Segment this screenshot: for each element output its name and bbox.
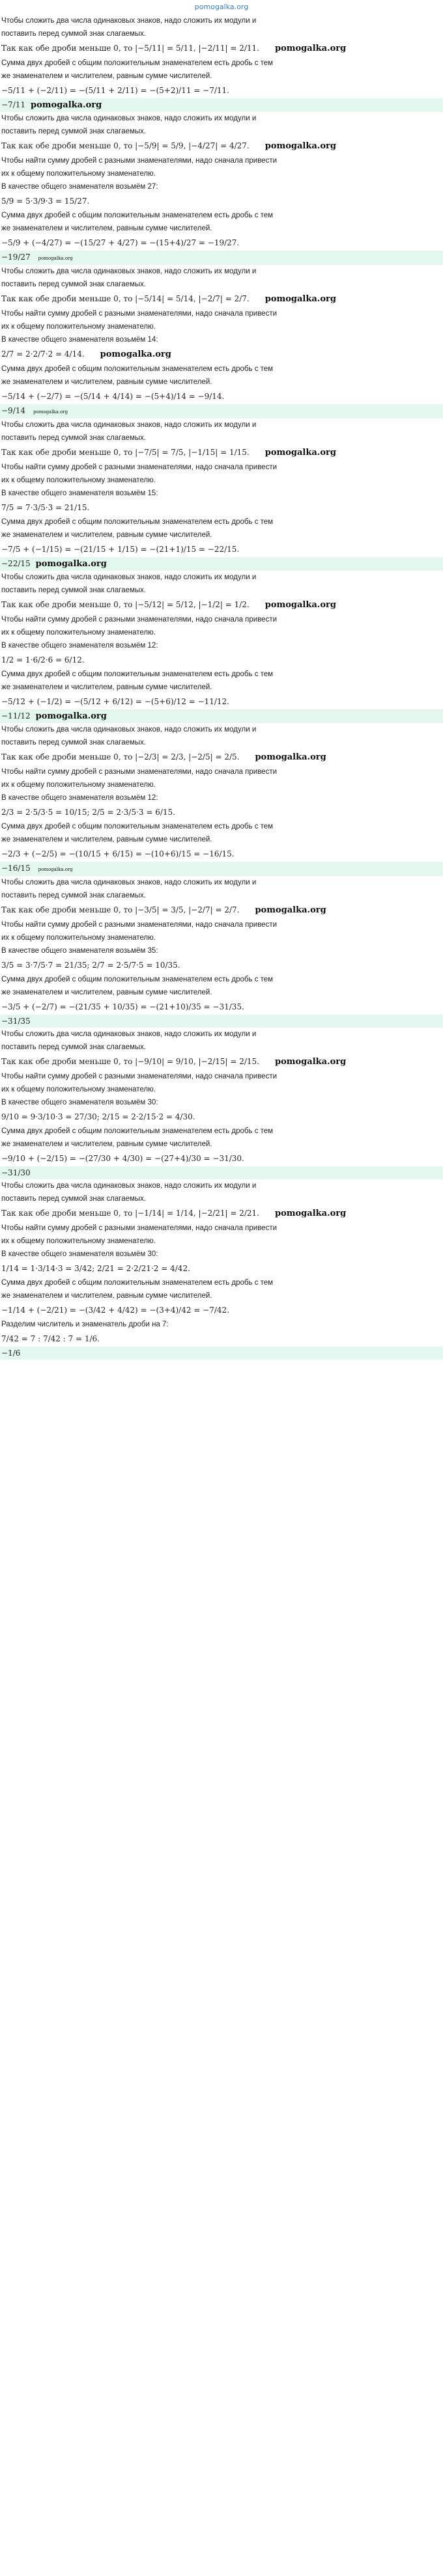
answer-box: −16/15 pomogalka.org [0, 862, 443, 876]
common-denominator: В качестве общего знаменателя возьмём 35: [1, 947, 158, 955]
rule-diff-denom: Чтобы найти сумму дробей с разными знаменателями, надо сначала привести [1, 1073, 278, 1080]
solution-block-6 [1, 723, 442, 876]
sum-equation: −9/10 + (−2/15) = −(27/30 + 4/30) = −(27+4)/30 = −31/30. [1, 1154, 244, 1163]
rule-same-denom-2: же знаменателем и числителем, равным сумме числителей. [1, 989, 212, 996]
answer-box: −11/12 pomogalka.org [0, 709, 443, 723]
rule-diff-denom-2: их к общему положительному знаменателю. [1, 1237, 156, 1245]
rule-same-denom: Сумма двух дробей с общим положительным знаменателем есть дробь с тем [1, 670, 274, 678]
solution-block-8 [1, 1028, 442, 1179]
answer-value: −16/15 [1, 864, 31, 873]
final-answer-box [0, 1347, 443, 1360]
common-denominator: В качестве общего знаменателя возьмём 12: [1, 642, 158, 650]
solution-block-1 [1, 14, 442, 112]
common-denominator: В качестве общего знаменателя возьмём 14: [1, 336, 158, 344]
abs-values: Так как обе дроби меньше 0, то |−5/11| = 5/11, |−2/11| = 2/11. pomogalka.org [1, 44, 347, 53]
abs-values: Так как обе дроби меньше 0, то |−7/5| = 7/5, |−1/15| = 1/15. pomogalka.org [1, 448, 336, 458]
common-denominator: В качестве общего знаменателя возьмём 15: [1, 489, 158, 497]
rule-same-sign: Чтобы сложить два числа одинаковых знаков, надо сложить их модули и [1, 1030, 257, 1038]
rule-same-denom: Сумма двух дробей с общим положительным знаменателем есть дробь с тем [1, 1279, 274, 1287]
abs-values: Так как обе дроби меньше 0, то |−5/9| = 5/9, |−4/27| = 4/27. pomogalka.org [1, 141, 336, 151]
rule-same-sign: Чтобы сложить два числа одинаковых знаков, надо сложить их модули и [1, 267, 257, 275]
answer-value: −9/14 [1, 406, 26, 415]
answer-value: −11/12 [1, 711, 31, 720]
rule-same-denom-2: же знаменателем и числителем, равным сумме числителей. [1, 1292, 212, 1300]
rule-same-sign-2: поставить перед суммой знак слагаемых. [1, 1195, 147, 1203]
abs-values: Так как обе дроби меньше 0, то |−2/3| = 2/3, |−2/5| = 2/5. pomogalka.org [1, 752, 326, 762]
rule-same-sign: Чтобы сложить два числа одинаковых знаков, надо сложить их модули и [1, 115, 257, 122]
answer-value: −7/11 [1, 100, 26, 109]
solution-block-5 [1, 571, 442, 723]
rule-same-sign: Чтобы сложить два числа одинаковых знаков, надо сложить их модули и [1, 573, 257, 581]
sum-equation: −2/3 + (−2/5) = −(10/15 + 6/15) = −(10+6)/15 = −16/15. [1, 849, 235, 858]
rule-diff-denom-2: их к общему положительному знаменателю. [1, 781, 156, 789]
common-denominator: В качестве общего знаменателя возьмём 30: [1, 1250, 158, 1258]
answer-box [0, 1166, 443, 1179]
sum-equation: −5/9 + (−4/27) = −(15/27 + 4/27) = −(15+4)/27 = −19/27. [1, 238, 240, 247]
convert-fraction: 7/5 = 7·3/5·3 = 21/15. [1, 503, 90, 512]
rule-diff-denom: Чтобы найти сумму дробей с разными знаменателями, надо сначала привести [1, 463, 278, 471]
rule-diff-denom: Чтобы найти сумму дробей с разными знаменателями, надо сначала привести [1, 616, 278, 623]
rule-diff-denom-2: их к общему положительному знаменателю. [1, 323, 156, 331]
rule-same-sign-2: поставить перед суммой знак слагаемых. [1, 281, 147, 288]
answer-box: −22/15 pomogalka.org [0, 557, 443, 571]
rule-diff-denom: Чтобы найти сумму дробей с разными знаменателями, надо сначала привести [1, 157, 278, 165]
rule-diff-denom: Чтобы найти сумму дробей с разными знаменателями, надо сначала привести [1, 310, 278, 318]
abs-values: Так как обе дроби меньше 0, то |−3/5| = 3/5, |−2/7| = 2/7. pomogalka.org [1, 905, 326, 915]
rule-diff-denom-2: их к общему положительному знаменателю. [1, 934, 156, 942]
solution-block-3 [1, 265, 442, 418]
convert-fraction: 5/9 = 5·3/9·3 = 15/27. [1, 197, 90, 206]
rule-diff-denom: Чтобы найти сумму дробей с разными знаменателями, надо сначала привести [1, 1224, 278, 1232]
common-denominator: В качестве общего знаменателя возьмём 12: [1, 794, 158, 802]
rule-diff-denom-2: их к общему положительному знаменателю. [1, 1086, 156, 1093]
reduce-equation: 7/42 = 7 : 7/42 : 7 = 1/6. [1, 1334, 100, 1343]
answer-value: −22/15 [1, 559, 31, 568]
convert-fraction: 2/3 = 2·5/3·5 = 10/15; 2/5 = 2·3/5·3 = 6/15. [1, 808, 175, 817]
rule-same-denom-2: же знаменателем и числителем, равным сумме числителей. [1, 836, 212, 843]
rule-same-sign-2: поставить перед суммой знак слагаемых. [1, 30, 147, 38]
rule-same-sign-2: поставить перед суммой знак слагаемых. [1, 1043, 147, 1051]
rule-same-denom-2: же знаменателем и числителем, равным сумме числителей. [1, 683, 212, 691]
convert-fraction: 3/5 = 3·7/5·7 = 21/35; 2/7 = 2·5/7·5 = 10/35. [1, 961, 180, 970]
abs-values: Так как обе дроби меньше 0, то |−5/14| = 5/14, |−2/7| = 2/7. pomogalka.org [1, 294, 336, 304]
sum-equation: −3/5 + (−2/7) = −(21/35 + 10/35) = −(21+10)/35 = −31/35. [1, 1002, 244, 1011]
common-denominator: В качестве общего знаменателя возьмём 27: [1, 183, 158, 191]
solution-block-2 [1, 112, 442, 265]
convert-fraction: 2/7 = 2·2/7·2 = 4/14. pomogalka.org [1, 349, 171, 359]
rule-same-sign: Чтобы сложить два числа одинаковых знаков, надо сложить их модули и [1, 17, 257, 25]
solution-block-4 [1, 418, 442, 571]
convert-fraction: 1/2 = 1·6/2·6 = 6/12. [1, 655, 85, 665]
rule-same-sign: Чтобы сложить два числа одинаковых знаков, надо сложить их модули и [1, 879, 257, 886]
sum-equation: −7/5 + (−1/15) = −(21/15 + 1/15) = −(21+1)/15 = −22/15. [1, 545, 240, 554]
convert-fraction: 1/14 = 1·3/14·3 = 3/42; 2/21 = 2·2/21·2 = 4/42. [1, 1264, 190, 1273]
rule-same-denom-2: же знаменателем и числителем, равным сумме числителей. [1, 531, 212, 539]
sum-equation: −1/14 + (−2/21) = −(3/42 + 4/42) = −(3+4)/42 = −7/42. [1, 1306, 229, 1315]
rule-same-denom: Сумма двух дробей с общим положительным знаменателем есть дробь с тем [1, 976, 274, 983]
sum-equation: −5/14 + (−2/7) = −(5/14 + 4/14) = −(5+4)/14 = −9/14. [1, 392, 225, 401]
sum-equation: −5/12 + (−1/2) = −(5/12 + 6/12) = −(5+6)/12 = −11/12. [1, 697, 229, 706]
rule-diff-denom-2: их к общему положительному знаменателю. [1, 170, 156, 178]
common-denominator: В качестве общего знаменателя возьмём 30: [1, 1099, 158, 1106]
abs-values: Так как обе дроби меньше 0, то |−9/10| = 9/10, |−2/15| = 2/15. pomogalka.org [1, 1057, 347, 1067]
answer-value: −31/35 [1, 1017, 31, 1026]
rule-same-denom: Сумма двух дробей с общим положительным знаменателем есть дробь с тем [1, 1127, 274, 1135]
rule-same-sign-2: поставить перед суммой знак слагаемых. [1, 586, 147, 594]
abs-values: Так как обе дроби меньше 0, то |−5/12| = 5/12, |−1/2| = 1/2. pomogalka.org [1, 600, 336, 610]
rule-same-denom: Сумма двух дробей с общим положительным знаменателем есть дробь с тем [1, 59, 274, 67]
rule-same-denom-2: же знаменателем и числителем, равным сумме числителей. [1, 72, 212, 80]
rule-diff-denom: Чтобы найти сумму дробей с разными знаменателями, надо сначала привести [1, 921, 278, 929]
rule-diff-denom: Чтобы найти сумму дробей с разными знаменателями, надо сначала привести [1, 768, 278, 776]
rule-same-sign-2: поставить перед суммой знак слагаемых. [1, 739, 147, 747]
solution-block-7 [1, 876, 442, 1028]
answer-box: −7/11 pomogalka.org [0, 98, 443, 112]
rule-diff-denom-2: их к общему положительному знаменателю. [1, 476, 156, 484]
rule-diff-denom-2: их к общему положительному знаменателю. [1, 629, 156, 637]
sum-equation: −5/11 + (−2/11) = −(5/11 + 2/11) = −(5+2)/11 = −7/11. [1, 86, 229, 95]
rule-same-denom: Сумма двух дробей с общим положительным знаменателем есть дробь с тем [1, 518, 274, 526]
rule-same-sign: Чтобы сложить два числа одинаковых знаков, надо сложить их модули и [1, 1182, 257, 1190]
rule-same-denom: Сумма двух дробей с общим положительным знаменателем есть дробь с тем [1, 212, 274, 219]
answer-value: −31/30 [1, 1168, 31, 1177]
solution-content [0, 14, 443, 1360]
rule-same-sign-2: поставить перед суммой знак слагаемых. [1, 128, 147, 135]
answer-box [0, 1015, 443, 1028]
rule-same-sign: Чтобы сложить два числа одинаковых знаков, надо сложить их модули и [1, 421, 257, 429]
rule-same-sign: Чтобы сложить два числа одинаковых знаков, надо сложить их модули и [1, 726, 257, 733]
rule-same-sign-2: поставить перед суммой знак слагаемых. [1, 892, 147, 899]
rule-same-denom-2: же знаменателем и числителем, равным сумме числителей. [1, 1140, 212, 1148]
reduce-text: Разделим числитель и знаменатель дроби на 7: [1, 1321, 169, 1328]
abs-values: Так как обе дроби меньше 0, то |−1/14| = 1/14, |−2/21| = 2/21. pomogalka.org [1, 1209, 347, 1218]
final-answer-value: −1/6 [1, 1349, 21, 1358]
convert-fraction: 9/10 = 9·3/10·3 = 27/30; 2/15 = 2·2/15·2 = 4/30. [1, 1112, 195, 1121]
answer-value: −19/27 [1, 253, 31, 262]
rule-same-denom-2: же знаменателем и числителем, равным сумме числителей. [1, 378, 212, 386]
answer-box: −19/27 pomogalka.org [0, 251, 443, 265]
rule-same-sign-2: поставить перед суммой знак слагаемых. [1, 434, 147, 442]
rule-same-denom: Сумма двух дробей с общим положительным знаменателем есть дробь с тем [1, 823, 274, 830]
solution-block-9 [1, 1179, 442, 1360]
site-logo[interactable]: pomogalka.org [194, 3, 249, 11]
answer-box: −9/14 pomogalka.org [0, 404, 443, 418]
rule-same-denom-2: же знаменателем и числителем, равным сумме числителей. [1, 225, 212, 232]
rule-same-denom: Сумма двух дробей с общим положительным знаменателем есть дробь с тем [1, 365, 274, 373]
